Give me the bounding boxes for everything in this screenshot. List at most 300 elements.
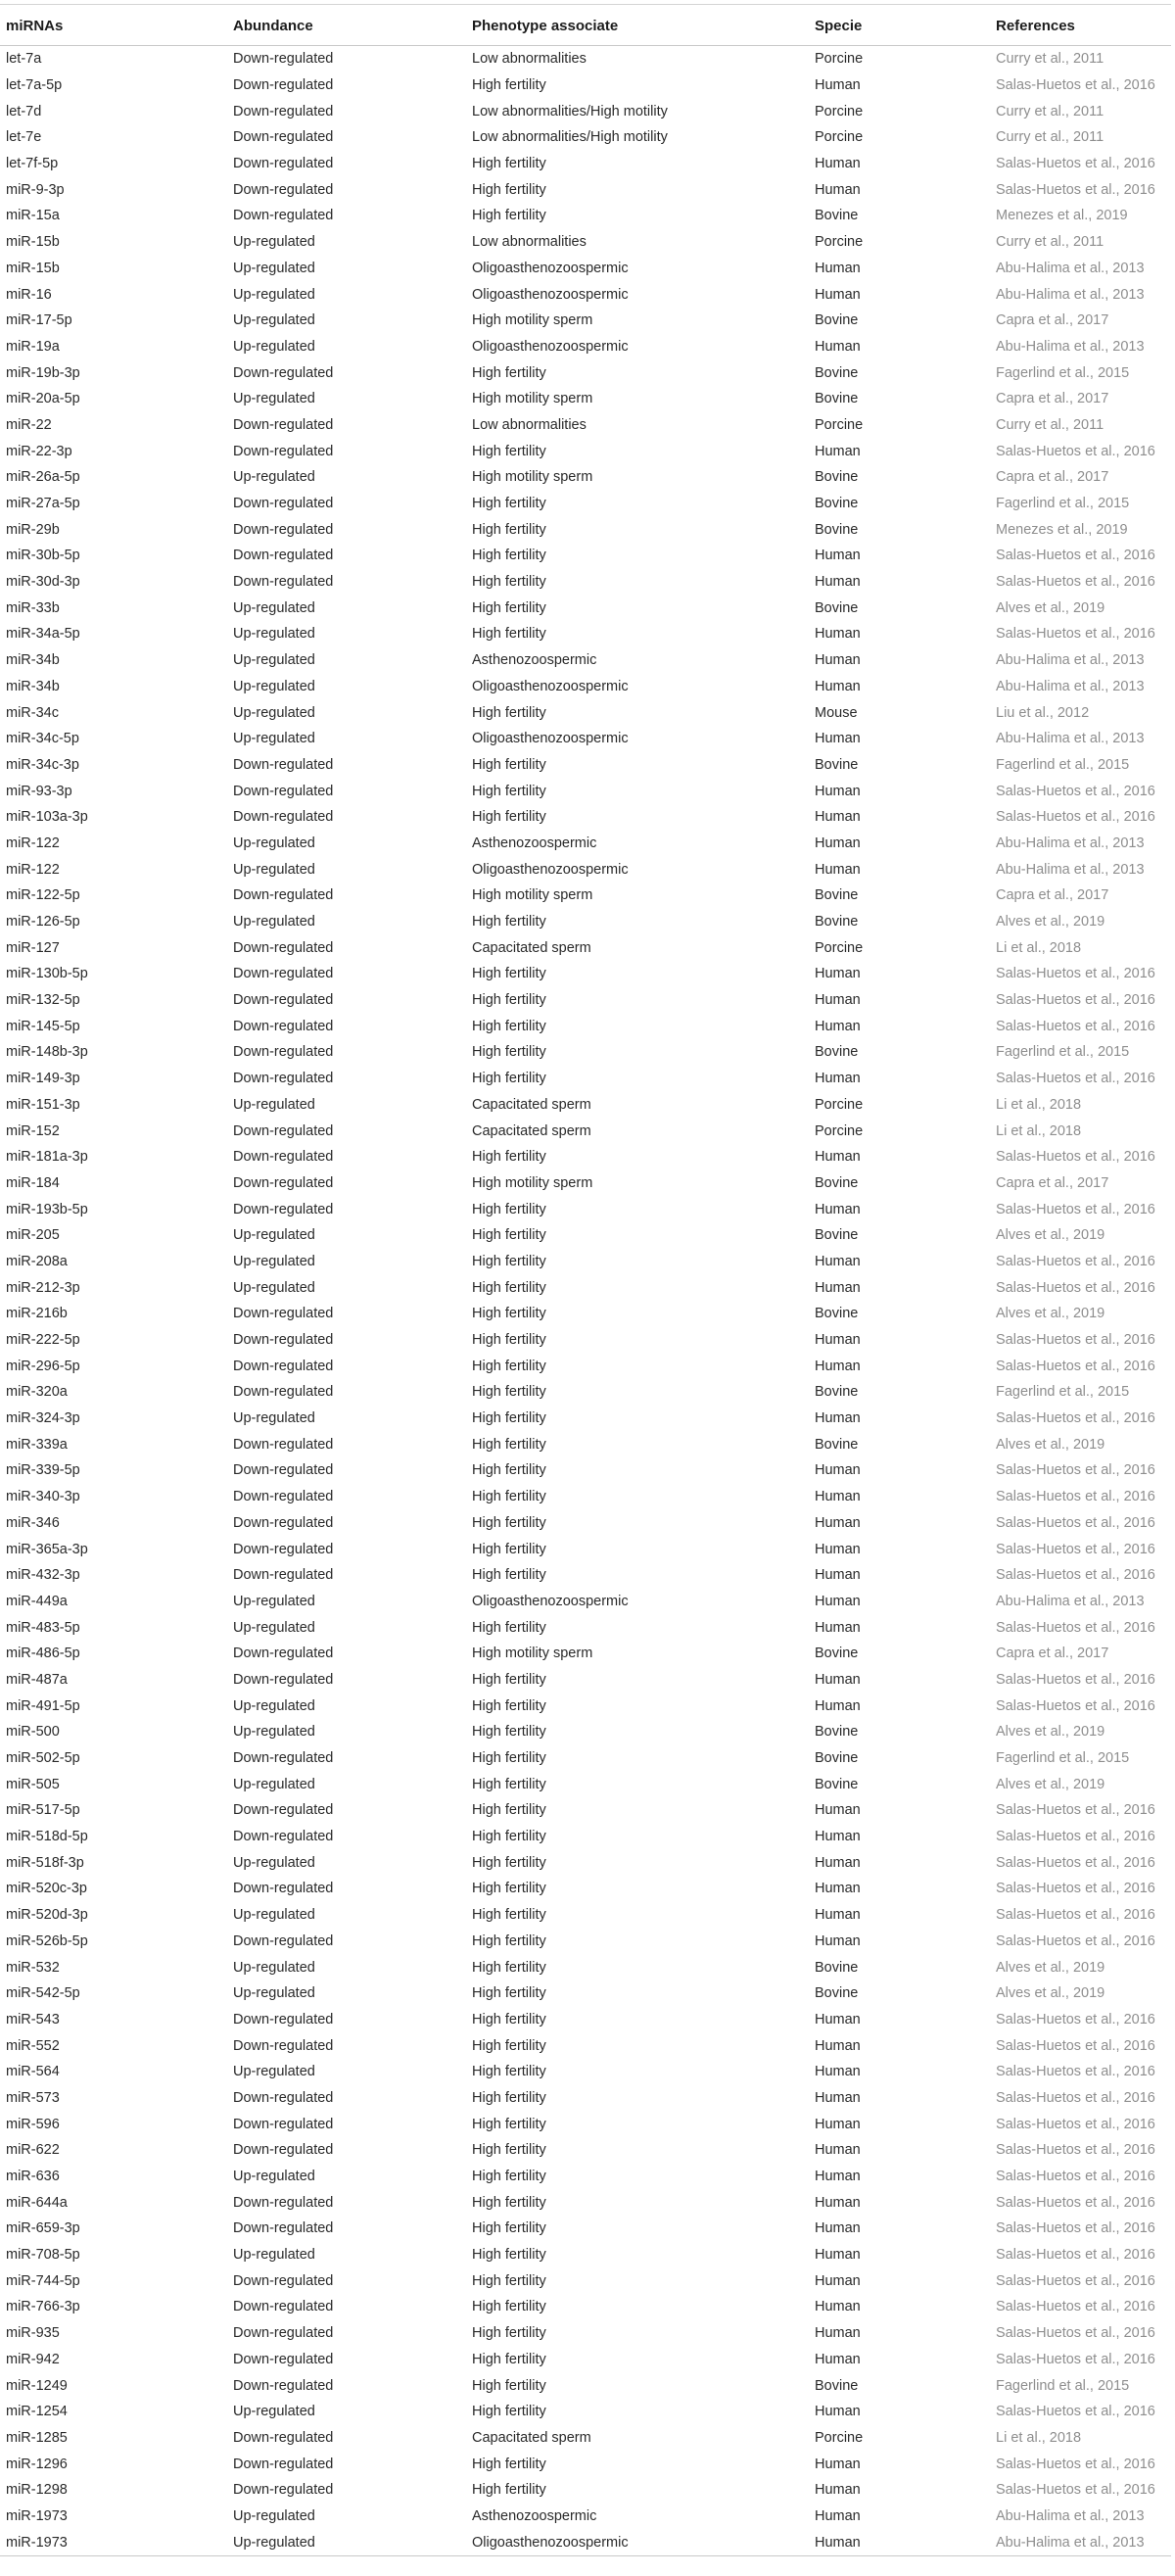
cell-reference: Abu-Halima et al., 2013 <box>990 2529 1171 2555</box>
cell-phenotype: High fertility <box>472 1985 546 2002</box>
cell-specie: Porcine <box>815 51 864 68</box>
table-row <box>0 1980 1171 2007</box>
table-row <box>0 2137 1171 2164</box>
cell-abundance: Down-regulated <box>233 1174 334 1191</box>
cell-mirna: miR-15b <box>6 260 60 276</box>
cell-mirna: miR-340-3p <box>6 1489 80 1505</box>
cell-specie: Human <box>815 1018 861 1034</box>
cell-mirna: miR-29b <box>6 521 60 538</box>
cell-reference: Salas-Huetos et al., 2016 <box>996 1854 1155 1871</box>
cell-abundance: Up-regulated <box>233 2064 315 2080</box>
table-row <box>0 647 1171 674</box>
cell-reference: Abu-Halima et al., 2013 <box>996 678 1145 694</box>
table-row <box>0 856 1171 883</box>
cell-abundance: Down-regulated <box>233 1122 334 1139</box>
cell-phenotype: High fertility <box>472 2169 546 2185</box>
cell-phenotype: High fertility <box>472 1018 546 1034</box>
cell-phenotype: High fertility <box>472 966 546 982</box>
cell-specie: Human <box>815 626 861 643</box>
cell-specie: Bovine <box>815 521 859 538</box>
cell-reference: Salas-Huetos et al., 2016 <box>996 2351 1155 2367</box>
cell-phenotype: High motility sperm <box>472 312 593 329</box>
cell-abundance: Down-regulated <box>233 1750 334 1767</box>
cell-mirna: miR-17-5p <box>6 312 72 329</box>
cell-specie: Human <box>815 2299 861 2315</box>
table-row <box>0 674 1171 700</box>
cell-mirna: miR-659-3p <box>6 2220 80 2237</box>
cell-phenotype: High fertility <box>472 1619 546 1636</box>
table-row <box>0 1301 1171 1327</box>
cell-phenotype: High fertility <box>472 1854 546 1871</box>
cell-mirna: miR-324-3p <box>6 1410 80 1427</box>
table-row <box>0 1929 1171 1955</box>
cell-phenotype: High fertility <box>472 1671 546 1688</box>
cell-phenotype: High fertility <box>472 783 546 799</box>
cell-mirna: miR-542-5p <box>6 1985 80 2002</box>
cell-reference: Alves et al., 2019 <box>996 1724 1105 1741</box>
table-row <box>0 2216 1171 2242</box>
table-row <box>0 726 1171 752</box>
cell-phenotype: High fertility <box>472 626 546 643</box>
cell-specie: Human <box>815 1907 861 1924</box>
cell-specie: Bovine <box>815 914 859 930</box>
cell-mirna: miR-34c <box>6 704 59 721</box>
cell-mirna: miR-34c-5p <box>6 731 79 747</box>
cell-specie: Human <box>815 1489 861 1505</box>
table-row <box>0 934 1171 961</box>
table-row <box>0 2320 1171 2347</box>
cell-phenotype: Low abnormalities/High motility <box>472 129 668 146</box>
cell-abundance: Down-regulated <box>233 1802 334 1819</box>
cell-specie: Human <box>815 1697 861 1714</box>
cell-abundance: Down-regulated <box>233 756 334 773</box>
cell-abundance: Up-regulated <box>233 1724 315 1741</box>
cell-specie: Bovine <box>815 1776 859 1792</box>
cell-mirna: miR-152 <box>6 1122 60 1139</box>
cell-mirna: miR-339a <box>6 1436 68 1453</box>
table-row <box>0 1562 1171 1589</box>
cell-specie: Human <box>815 2482 861 2499</box>
cell-specie: Porcine <box>815 1122 864 1139</box>
cell-mirna: miR-483-5p <box>6 1619 80 1636</box>
cell-specie: Bovine <box>815 756 859 773</box>
cell-reference: Salas-Huetos et al., 2016 <box>996 1671 1155 1688</box>
cell-mirna: miR-935 <box>6 2325 60 2342</box>
cell-phenotype: High fertility <box>472 496 546 512</box>
cell-phenotype: High fertility <box>472 521 546 538</box>
cell-abundance: Down-regulated <box>233 1201 334 1217</box>
mirna-table <box>0 6 1171 2556</box>
cell-mirna: miR-532 <box>6 1959 60 1976</box>
cell-mirna: miR-636 <box>6 2169 60 2185</box>
cell-abundance: Up-regulated <box>233 704 315 721</box>
cell-specie: Human <box>815 1593 861 1609</box>
cell-mirna: miR-93-3p <box>6 783 72 799</box>
cell-phenotype: High fertility <box>472 1489 546 1505</box>
table-row <box>0 1196 1171 1222</box>
cell-specie: Human <box>815 1619 861 1636</box>
cell-reference: Menezes et al., 2019 <box>996 521 1128 538</box>
cell-mirna: miR-27a-5p <box>6 496 80 512</box>
table-row <box>0 1954 1171 1980</box>
cell-abundance: Down-regulated <box>233 1044 334 1061</box>
cell-reference: Salas-Huetos et al., 2016 <box>996 1802 1155 1819</box>
table-row <box>0 1144 1171 1170</box>
table-row <box>0 987 1171 1014</box>
cell-specie: Human <box>815 2272 861 2289</box>
cell-abundance: Up-regulated <box>233 1096 315 1113</box>
table-row <box>0 778 1171 804</box>
cell-reference: Salas-Huetos et al., 2016 <box>996 1018 1155 1034</box>
cell-mirna: miR-1298 <box>6 2482 68 2499</box>
cell-specie: Bovine <box>815 1227 859 1244</box>
cell-mirna: miR-708-5p <box>6 2247 80 2264</box>
cell-reference: Salas-Huetos et al., 2016 <box>996 1462 1155 1479</box>
cell-abundance: Down-regulated <box>233 51 334 68</box>
cell-abundance: Up-regulated <box>233 1985 315 2002</box>
cell-mirna: let-7a <box>6 51 42 68</box>
cell-phenotype: High fertility <box>472 1358 546 1374</box>
cell-mirna: miR-132-5p <box>6 992 80 1009</box>
cell-abundance: Up-regulated <box>233 599 315 616</box>
cell-phenotype: Low abnormalities <box>472 416 587 433</box>
cell-abundance: Down-regulated <box>233 809 334 826</box>
cell-phenotype: Low abnormalities/High motility <box>472 103 668 119</box>
cell-specie: Bovine <box>815 1750 859 1767</box>
cell-phenotype: High fertility <box>472 1724 546 1741</box>
cell-reference: Li et al., 2018 <box>996 1096 1082 1113</box>
cell-phenotype: High fertility <box>472 77 546 94</box>
cell-specie: Human <box>815 2507 861 2524</box>
table-header <box>0 6 1171 46</box>
cell-reference: Abu-Halima et al., 2013 <box>996 260 1145 276</box>
cell-phenotype: High fertility <box>472 2325 546 2342</box>
table-row <box>0 2294 1171 2320</box>
cell-reference: Salas-Huetos et al., 2016 <box>996 2299 1155 2315</box>
cell-abundance: Down-regulated <box>233 1358 334 1374</box>
cell-phenotype: High fertility <box>472 2037 546 2054</box>
cell-reference: Salas-Huetos et al., 2016 <box>996 548 1155 564</box>
cell-abundance: Down-regulated <box>233 1881 334 1897</box>
cell-mirna: let-7a-5p <box>6 77 63 94</box>
cell-specie: Bovine <box>815 208 859 224</box>
cell-abundance: Up-regulated <box>233 469 315 486</box>
cell-reference: Alves et al., 2019 <box>996 1959 1105 1976</box>
cell-specie: Human <box>815 2325 861 2342</box>
cell-phenotype: High fertility <box>472 1776 546 1792</box>
cell-specie: Bovine <box>815 1436 859 1453</box>
cell-reference: Curry et al., 2011 <box>996 416 1104 433</box>
header-references: References <box>990 6 1171 46</box>
cell-specie: Porcine <box>815 2429 864 2446</box>
cell-abundance: Up-regulated <box>233 835 315 851</box>
cell-mirna: miR-487a <box>6 1671 68 1688</box>
cell-specie: Human <box>815 1410 861 1427</box>
cell-specie: Human <box>815 1253 861 1269</box>
cell-reference: Capra et al., 2017 <box>996 469 1109 486</box>
cell-phenotype: High fertility <box>472 1384 546 1401</box>
cell-abundance: Down-regulated <box>233 1489 334 1505</box>
cell-reference: Capra et al., 2017 <box>996 1174 1109 1191</box>
cell-phenotype: Capacitated sperm <box>472 2429 591 2446</box>
cell-phenotype: High fertility <box>472 2116 546 2132</box>
cell-phenotype: High fertility <box>472 1306 546 1322</box>
cell-mirna: miR-181a-3p <box>6 1149 88 1166</box>
table-row <box>0 595 1171 621</box>
cell-reference: Salas-Huetos et al., 2016 <box>996 783 1155 799</box>
cell-reference: Salas-Huetos et al., 2016 <box>996 574 1155 591</box>
cell-abundance: Down-regulated <box>233 1932 334 1949</box>
cell-reference: Fagerlind et al., 2015 <box>996 1750 1130 1767</box>
table-row <box>0 752 1171 779</box>
cell-phenotype: High motility sperm <box>472 887 593 904</box>
cell-specie: Human <box>815 77 861 94</box>
cell-specie: Human <box>815 2037 861 2054</box>
cell-mirna: miR-103a-3p <box>6 809 88 826</box>
cell-reference: Salas-Huetos et al., 2016 <box>996 1619 1155 1636</box>
cell-specie: Human <box>815 835 861 851</box>
cell-phenotype: High fertility <box>472 2404 546 2420</box>
cell-abundance: Down-regulated <box>233 783 334 799</box>
cell-mirna: miR-346 <box>6 1514 60 1531</box>
cell-reference: Salas-Huetos et al., 2016 <box>996 2220 1155 2237</box>
cell-mirna: miR-502-5p <box>6 1750 80 1767</box>
cell-phenotype: High fertility <box>472 548 546 564</box>
cell-specie: Human <box>815 992 861 1009</box>
table-row <box>0 1536 1171 1562</box>
table-row <box>0 569 1171 596</box>
cell-abundance: Down-regulated <box>233 887 334 904</box>
cell-phenotype: High fertility <box>472 1881 546 1897</box>
cell-mirna: miR-19a <box>6 338 60 355</box>
cell-abundance: Down-regulated <box>233 1306 334 1322</box>
cell-phenotype: High fertility <box>472 1279 546 1296</box>
cell-reference: Capra et al., 2017 <box>996 1646 1109 1662</box>
cell-specie: Human <box>815 1829 861 1845</box>
table-row <box>0 1902 1171 1929</box>
cell-reference: Salas-Huetos et al., 2016 <box>996 1201 1155 1217</box>
cell-specie: Bovine <box>815 887 859 904</box>
cell-specie: Human <box>815 1332 861 1349</box>
cell-specie: Bovine <box>815 599 859 616</box>
cell-reference: Li et al., 2018 <box>996 1122 1082 1139</box>
cell-mirna: miR-296-5p <box>6 1358 80 1374</box>
cell-phenotype: Asthenozoospermic <box>472 652 597 669</box>
table-row <box>0 1693 1171 1719</box>
cell-mirna: miR-205 <box>6 1227 60 1244</box>
table-row <box>0 909 1171 935</box>
table-row <box>0 2504 1171 2530</box>
cell-abundance: Down-regulated <box>233 156 334 172</box>
cell-phenotype: High fertility <box>472 2272 546 2289</box>
cell-phenotype: High motility sperm <box>472 1646 593 1662</box>
cell-phenotype: Low abnormalities <box>472 234 587 251</box>
cell-phenotype: High fertility <box>472 2351 546 2367</box>
cell-reference: Capra et al., 2017 <box>996 312 1109 329</box>
cell-abundance: Down-regulated <box>233 1567 334 1584</box>
table-row <box>0 72 1171 99</box>
cell-reference: Menezes et al., 2019 <box>996 208 1128 224</box>
cell-mirna: miR-517-5p <box>6 1802 80 1819</box>
cell-mirna: let-7e <box>6 129 42 146</box>
cell-phenotype: High fertility <box>472 1253 546 1269</box>
cell-reference: Alves et al., 2019 <box>996 1436 1105 1453</box>
cell-phenotype: High fertility <box>472 1044 546 1061</box>
cell-specie: Human <box>815 2194 861 2211</box>
cell-reference: Abu-Halima et al., 2013 <box>996 286 1145 303</box>
table-row <box>0 699 1171 726</box>
cell-specie: Human <box>815 2064 861 2080</box>
cell-reference: Salas-Huetos et al., 2016 <box>996 1489 1155 1505</box>
cell-phenotype: High motility sperm <box>472 1174 593 1191</box>
cell-reference: Salas-Huetos et al., 2016 <box>996 1697 1155 1714</box>
cell-phenotype: High fertility <box>472 1959 546 1976</box>
cell-phenotype: Asthenozoospermic <box>472 2507 597 2524</box>
cell-abundance: Down-regulated <box>233 1436 334 1453</box>
cell-reference: Salas-Huetos et al., 2016 <box>996 2064 1155 2080</box>
cell-reference: Salas-Huetos et al., 2016 <box>996 2456 1155 2472</box>
cell-specie: Bovine <box>815 1174 859 1191</box>
cell-mirna: miR-449a <box>6 1593 68 1609</box>
cell-specie: Human <box>815 1541 861 1557</box>
cell-specie: Human <box>815 1201 861 1217</box>
cell-reference: Salas-Huetos et al., 2016 <box>996 2011 1155 2027</box>
cell-abundance: Down-regulated <box>233 2116 334 2132</box>
cell-abundance: Up-regulated <box>233 234 315 251</box>
cell-abundance: Up-regulated <box>233 2247 315 2264</box>
cell-abundance: Up-regulated <box>233 626 315 643</box>
table-row <box>0 464 1171 491</box>
cell-reference: Alves et al., 2019 <box>996 914 1105 930</box>
table-row <box>0 804 1171 831</box>
cell-specie: Human <box>815 2142 861 2159</box>
cell-mirna: miR-518f-3p <box>6 1854 84 1871</box>
cell-mirna: miR-126-5p <box>6 914 80 930</box>
table-row <box>0 359 1171 386</box>
cell-phenotype: High fertility <box>472 2142 546 2159</box>
cell-phenotype: High fertility <box>472 1829 546 1845</box>
cell-specie: Human <box>815 548 861 564</box>
cell-phenotype: High fertility <box>472 1332 546 1349</box>
cell-abundance: Down-regulated <box>233 2299 334 2315</box>
cell-mirna: miR-33b <box>6 599 60 616</box>
cell-phenotype: High fertility <box>472 1514 546 1531</box>
cell-specie: Human <box>815 1802 861 1819</box>
cell-phenotype: High fertility <box>472 1750 546 1767</box>
cell-specie: Bovine <box>815 1724 859 1741</box>
cell-phenotype: High fertility <box>472 181 546 198</box>
cell-abundance: Down-regulated <box>233 2482 334 2499</box>
cell-specie: Bovine <box>815 312 859 329</box>
table-row <box>0 1614 1171 1641</box>
cell-reference: Fagerlind et al., 2015 <box>996 1044 1130 1061</box>
cell-mirna: miR-149-3p <box>6 1071 80 1087</box>
cell-mirna: miR-1973 <box>0 2529 227 2555</box>
cell-mirna: miR-30b-5p <box>6 548 80 564</box>
cell-reference: Salas-Huetos et al., 2016 <box>996 2116 1155 2132</box>
cell-abundance: Down-regulated <box>233 1541 334 1557</box>
cell-phenotype: Asthenozoospermic <box>472 835 597 851</box>
cell-reference: Salas-Huetos et al., 2016 <box>996 2037 1155 2054</box>
cell-specie: Bovine <box>815 2377 859 2394</box>
cell-abundance: Up-regulated <box>233 861 315 878</box>
table-row <box>0 2425 1171 2452</box>
cell-phenotype: High fertility <box>472 2089 546 2106</box>
cell-phenotype: High fertility <box>472 704 546 721</box>
cell-abundance: Down-regulated <box>233 77 334 94</box>
table-row <box>0 229 1171 256</box>
cell-reference: Capra et al., 2017 <box>996 391 1109 407</box>
cell-mirna: miR-122-5p <box>6 887 80 904</box>
table-row <box>0 151 1171 177</box>
cell-reference: Curry et al., 2011 <box>996 234 1104 251</box>
table-row <box>0 1849 1171 1876</box>
cell-phenotype: Oligoasthenozoospermic <box>472 731 629 747</box>
cell-specie: Bovine <box>815 496 859 512</box>
table-row <box>0 1484 1171 1510</box>
cell-phenotype: High motility sperm <box>472 391 593 407</box>
cell-abundance: Up-regulated <box>233 1697 315 1714</box>
cell-specie: Human <box>815 2116 861 2132</box>
cell-mirna: miR-520d-3p <box>6 1907 88 1924</box>
table-row <box>0 1249 1171 1275</box>
cell-phenotype: High fertility <box>472 2011 546 2027</box>
cell-phenotype: High fertility <box>472 1071 546 1087</box>
cell-mirna: miR-216b <box>6 1306 68 1322</box>
cell-reference: Alves et al., 2019 <box>996 1306 1105 1322</box>
cell-reference: Salas-Huetos et al., 2016 <box>996 2325 1155 2342</box>
cell-specie: Human <box>815 2089 861 2106</box>
cell-phenotype: High fertility <box>472 1227 546 1244</box>
cell-specie: Bovine <box>815 364 859 381</box>
cell-abundance: Down-regulated <box>233 2377 334 2394</box>
cell-specie: Human <box>815 1071 861 1087</box>
cell-mirna: miR-543 <box>6 2011 60 2027</box>
cell-mirna: miR-130b-5p <box>6 966 88 982</box>
cell-abundance: Down-regulated <box>233 103 334 119</box>
cell-phenotype: High fertility <box>472 2247 546 2264</box>
cell-mirna: miR-1249 <box>6 2377 68 2394</box>
cell-abundance: Up-regulated <box>233 1619 315 1636</box>
cell-phenotype: High fertility <box>472 1410 546 1427</box>
cell-abundance: Up-regulated <box>233 2169 315 2185</box>
cell-phenotype: High fertility <box>472 1567 546 1584</box>
cell-mirna: miR-34a-5p <box>6 626 80 643</box>
cell-reference: Salas-Huetos et al., 2016 <box>996 1149 1155 1166</box>
cell-mirna: miR-122 <box>6 835 60 851</box>
cell-specie: Human <box>815 2351 861 2367</box>
cell-abundance: Up-regulated <box>233 914 315 930</box>
cell-specie: Porcine <box>815 234 864 251</box>
cell-abundance: Down-regulated <box>233 548 334 564</box>
cell-reference: Salas-Huetos et al., 2016 <box>996 2404 1155 2420</box>
cell-phenotype: High fertility <box>472 599 546 616</box>
table-row <box>0 1589 1171 1615</box>
cell-reference: Alves et al., 2019 <box>996 1776 1105 1792</box>
cell-reference: Salas-Huetos et al., 2016 <box>996 2247 1155 2264</box>
cell-specie: Porcine <box>815 1096 864 1113</box>
cell-phenotype: High fertility <box>472 1436 546 1453</box>
cell-reference: Fagerlind et al., 2015 <box>996 756 1130 773</box>
cell-mirna: let-7f-5p <box>6 156 59 172</box>
table-row <box>0 1641 1171 1667</box>
cell-mirna: miR-596 <box>6 2116 60 2132</box>
cell-specie: Human <box>815 1854 861 1871</box>
table-row <box>0 2399 1171 2425</box>
cell-mirna: miR-127 <box>6 939 60 956</box>
cell-abundance: Down-regulated <box>233 2089 334 2106</box>
cell-abundance: Up-regulated <box>233 1593 315 1609</box>
